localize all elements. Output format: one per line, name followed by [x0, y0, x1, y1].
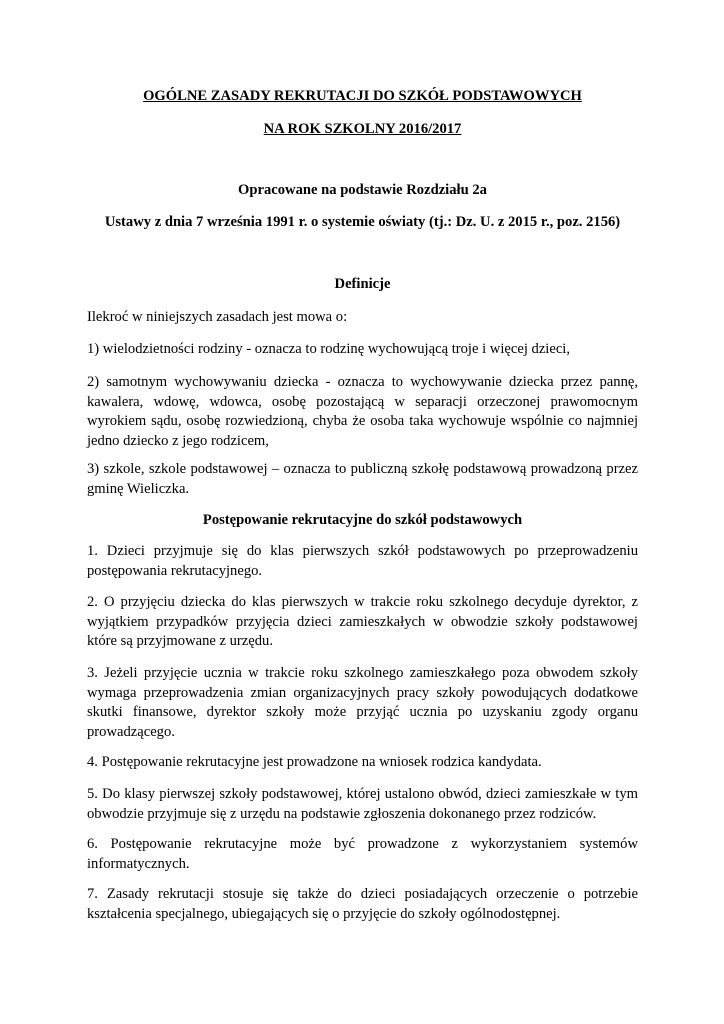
- document-title-line2: NA ROK SZKOLNY 2016/2017: [263, 121, 462, 137]
- procedure-item: 1. Dzieci przyjmuje się do klas pierwszych szkół podstawowych po przeprowadzeniu postępowania rekrutacyjnego.: [87, 543, 638, 579]
- procedure-item: 7. Zasady rekrutacji stosuje się także do dzieci posiadających orzeczenie o potrzebie kształcenia specjalnego, ubiegających się o przyjęcie do szkoły ogólnodostępnej.: [87, 886, 638, 922]
- procedure-item: 5. Do klasy pierwszej szkoły podstawowej, której ustalono obwód, dzieci zamieszkałe w tym obwodzie przyjmuje się z urzędu na podstawie zgłoszenia dokonanego przez rodziców.: [87, 786, 638, 822]
- procedure-item: 3. Jeżeli przyjęcie ucznia w trakcie roku szkolnego zamieszkałego poza obwodem szkoły wymaga przeprowadzenia zmian organizacyjnych pracy szkoły powodujących dodatkowe skutki finansowe, dyrektor szkoły może przyjąć ucznia po uzyskaniu zgody organu prowadzącego.: [87, 665, 638, 740]
- definitions-intro: Ilekroć w niniejszych zasadach jest mowa o:: [87, 309, 348, 325]
- procedure-heading: Postępowanie rekrutacyjne do szkół podstawowych: [202, 512, 523, 528]
- procedure-item: 4. Postępowanie rekrutacyjne jest prowadzone na wniosek rodzica kandydata.: [87, 754, 542, 770]
- legal-basis-line2: Ustawy z dnia 7 września 1991 r. o systemie oświaty (tj.: Dz. U. z 2015 r., poz. 2156): [104, 214, 621, 230]
- definition-item: 3) szkole, szkole podstawowej – oznacza to publiczną szkołę podstawową prowadzoną przez gminę Wieliczka.: [87, 461, 638, 497]
- legal-basis-line1: Opracowane na podstawie Rozdziału 2a: [238, 182, 487, 198]
- definitions-heading: Definicje: [334, 276, 391, 292]
- procedure-item: 6. Postępowanie rekrutacyjne może być prowadzone z wykorzystaniem systemów informatycznych.: [87, 836, 638, 872]
- definition-item: 2) samotnym wychowywaniu dziecka - oznacza to wychowywanie dziecka przez pannę, kawalera, wdowę, wdowca, osobę pozostającą w separacji orzeczonej prawomocnym wyrokiem sądu, osobę rozwiedzioną, chyba że osoba taka wychowuje wspólnie co najmniej jedno dziecko z jego rodzicem,: [87, 374, 638, 449]
- procedure-item: 2. O przyjęciu dziecka do klas pierwszych w trakcie roku szkolnego decyduje dyrektor, z wyjątkiem przypadków przyjęcia dzieci zamieszkałych w obwodzie szkoły podstawowej które są przyjmowane z urzędu.: [87, 594, 638, 650]
- definition-item: 1) wielodzietności rodziny - oznacza to rodzinę wychowującą troje i więcej dzieci,: [87, 341, 571, 357]
- document-title-line1: OGÓLNE ZASADY REKRUTACJI DO SZKÓŁ PODSTAWOWYCH: [143, 88, 582, 104]
